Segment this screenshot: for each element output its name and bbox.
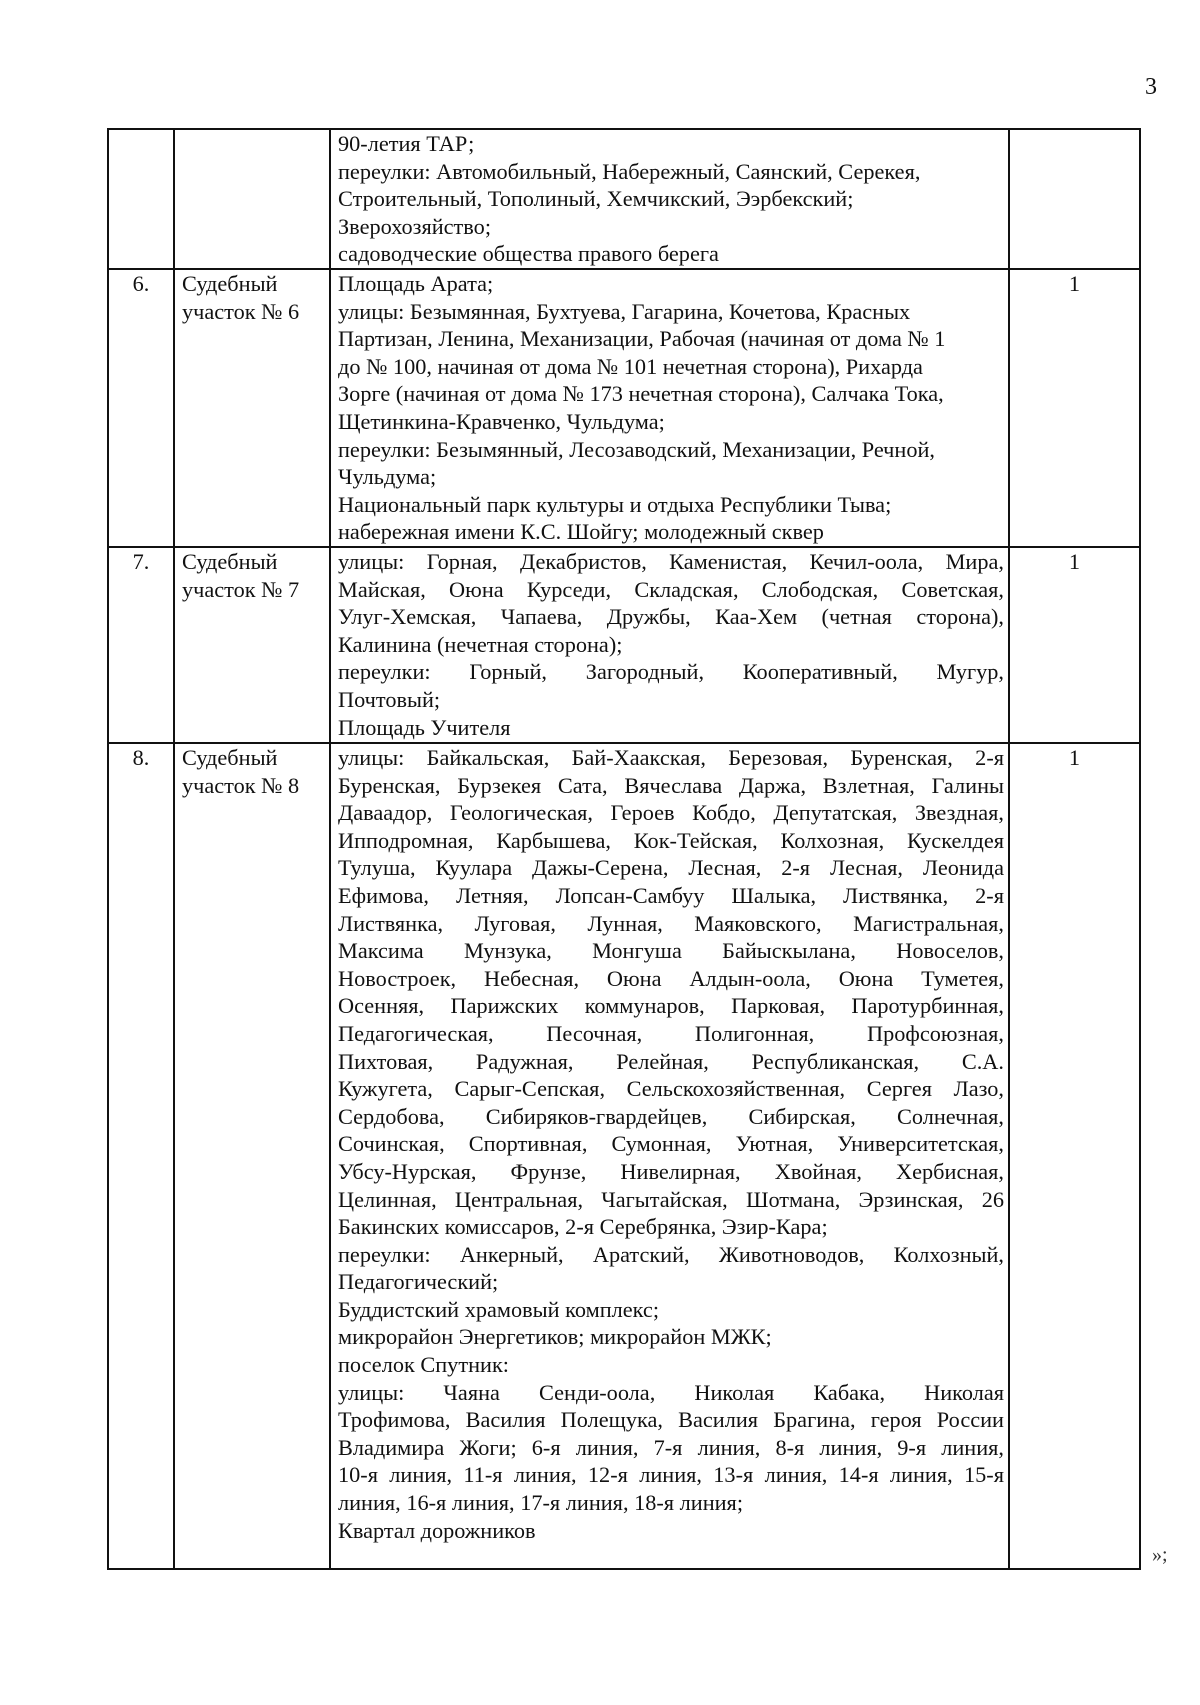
table-row <box>108 743 1140 1569</box>
description-line: Максима Мунзука, Монгуша Байыскылана, Новоселов, <box>338 938 1004 964</box>
description-line: Педагогический; <box>338 1269 499 1295</box>
judge-count <box>1009 129 1140 269</box>
description-line: Зверохозяйство; <box>338 213 492 239</box>
description-line: Новостроек, Небесная, Оюна Алдын-оола, Оюна Туметея, <box>338 965 1004 991</box>
description-line: линия, 16-я линия, 17-я линия, 18-я линия; <box>338 1490 744 1516</box>
streets-description <box>330 269 1009 547</box>
district-name-line: Судебный <box>182 745 278 770</box>
judge-count: 1 <box>1009 269 1140 547</box>
district-name <box>174 743 330 1569</box>
description-line: Квартал дорожников <box>338 1517 536 1543</box>
description-line: Сердобова, Сибиряков-гвардейцев, Сибирская, Солнечная, <box>338 1103 1004 1129</box>
description-line: Владимира Жоги; 6-я линия, 7-я линия, 8-я линия, 9-я линия, <box>338 1434 1004 1460</box>
description-line: Почтовый; <box>338 686 441 712</box>
description-line: улицы: Байкальская, Бай-Хаакская, Березовая, Буренская, 2-я <box>338 745 1004 770</box>
description-line: Даваадор, Геологическая, Героев Кобдо, Депутатская, Звездная, <box>338 800 1004 826</box>
description-line: переулки: Анкерный, Аратский, Животноводов, Колхозный, <box>338 1241 1004 1267</box>
district-name-line: участок № 6 <box>182 298 300 324</box>
description-line: Трофимова, Василия Полещука, Василия Брагина, героя России <box>338 1407 1004 1433</box>
description-line: Бакинских комиссаров, 2-я Серебрянка, Эзир-Кара; <box>338 1214 828 1240</box>
description-line: Строительный, Тополиный, Хемчикский, Ээрбекский; <box>338 186 854 212</box>
description-line: Майская, Оюна Курседи, Складская, Слободская, Советская, <box>338 576 1004 602</box>
description-line: поселок Спутник: <box>338 1352 509 1378</box>
description-line: улицы: Чаяна Сенди-оола, Николая Кабака, Николая <box>338 1379 1004 1405</box>
description-line: Буренская, Бурзекея Сата, Вячеслава Даржа, Взлетная, Галины <box>338 772 1004 798</box>
judge-count: 1 <box>1009 743 1140 1569</box>
description-line: до № 100, начиная от дома № 101 нечетная сторона), Рихарда <box>338 353 923 379</box>
district-name <box>174 269 330 547</box>
district-name-line: Судебный <box>182 549 278 574</box>
streets-description <box>330 743 1009 1569</box>
description-line: переулки: Безымянный, Лесозаводский, Механизации, Речной, <box>338 436 935 462</box>
description-line: переулки: Горный, Загородный, Кооперативный, Мугур, <box>338 659 1004 685</box>
description-line: садоводческие общества правого берега <box>338 241 719 267</box>
table-row <box>108 547 1140 743</box>
description-line: Ефимова, Летняя, Лопсан-Самбуу Шалыка, Листвянка, 2-я <box>338 882 1004 908</box>
description-line: Партизан, Ленина, Механизации, Рабочая (начиная от дома № 1 <box>338 326 946 352</box>
description-line: улицы: Безымянная, Бухтуева, Гагарина, Кочетова, Красных <box>338 298 911 324</box>
description-line: переулки: Автомобильный, Набережный, Саянский, Серекея, <box>338 158 921 184</box>
court-districts-table <box>107 128 1141 1570</box>
description-line: Национальный парк культуры и отдыха Республики Тыва; <box>338 491 892 517</box>
judge-count: 1 <box>1009 547 1140 743</box>
description-line: Калинина (нечетная сторона); <box>338 631 623 657</box>
district-name <box>174 547 330 743</box>
district-name-line: участок № 8 <box>182 772 300 798</box>
district-name <box>174 129 330 269</box>
table-row <box>108 129 1140 269</box>
streets-description <box>330 547 1009 743</box>
description-line: улицы: Горная, Декабристов, Каменистая, Кечил-оола, Мира, <box>338 549 1004 574</box>
description-line: Педагогическая, Песочная, Полигонная, Профсоюзная, <box>338 1020 1004 1046</box>
description-line: Ипподромная, Карбышева, Кок-Тейская, Колхозная, Кускелдея <box>338 827 1004 853</box>
row-number: 6. <box>108 269 174 547</box>
district-name-line: участок № 7 <box>182 576 300 602</box>
description-line: Осенняя, Парижских коммунаров, Парковая, Паротурбинная, <box>338 993 1004 1019</box>
description-line: Зорге (начиная от дома № 173 нечетная сторона), Салчака Тока, <box>338 381 944 407</box>
description-line: 10-я линия, 11-я линия, 12-я линия, 13-я линия, 14-я линия, 15-я <box>338 1462 1004 1488</box>
description-line: Сочинская, Спортивная, Сумонная, Уютная, Университетская, <box>338 1131 1004 1157</box>
description-line: Убсу-Нурская, Фрунзе, Нивелирная, Хвойная, Хербисная, <box>338 1158 1004 1184</box>
district-name-line: Судебный <box>182 271 278 296</box>
row-number <box>108 129 174 269</box>
page-number: 3 <box>1145 74 1157 100</box>
description-line: Буддистский храмовый комплекс; <box>338 1296 660 1322</box>
description-line: Щетинкина-Кравченко, Чульдума; <box>338 408 665 434</box>
description-line: Улуг-Хемская, Чапаева, Дружбы, Каа-Хем (четная сторона), <box>338 604 1004 630</box>
description-line: Листвянка, Луговая, Лунная, Маяковского, Магистральная, <box>338 910 1004 936</box>
closing-quote-mark: »; <box>1152 1544 1168 1566</box>
description-line: Площадь Арата; <box>338 271 494 296</box>
table-row <box>108 269 1140 547</box>
description-line: Чульдума; <box>338 464 437 490</box>
description-line: Пихтовая, Радужная, Релейная, Республиканская, С.А. <box>338 1048 1004 1074</box>
streets-description <box>330 129 1009 269</box>
description-line: Кужугета, Сарыг-Сепская, Сельскохозяйственная, Сергея Лазо, <box>338 1076 1004 1102</box>
row-number: 7. <box>108 547 174 743</box>
row-number: 8. <box>108 743 174 1569</box>
description-line: набережная имени К.С. Шойгу; молодежный сквер <box>338 519 824 545</box>
description-line: Площадь Учителя <box>338 714 511 740</box>
description-line: 90-летия ТАР; <box>338 131 475 156</box>
description-line: Целинная, Центральная, Чагытайская, Шотмана, Эрзинская, 26 <box>338 1186 1004 1212</box>
description-line: микрорайон Энергетиков; микрорайон МЖК; <box>338 1324 772 1350</box>
description-line: Тулуша, Куулара Дажы-Серена, Лесная, 2-я Лесная, Леонида <box>338 855 1004 881</box>
